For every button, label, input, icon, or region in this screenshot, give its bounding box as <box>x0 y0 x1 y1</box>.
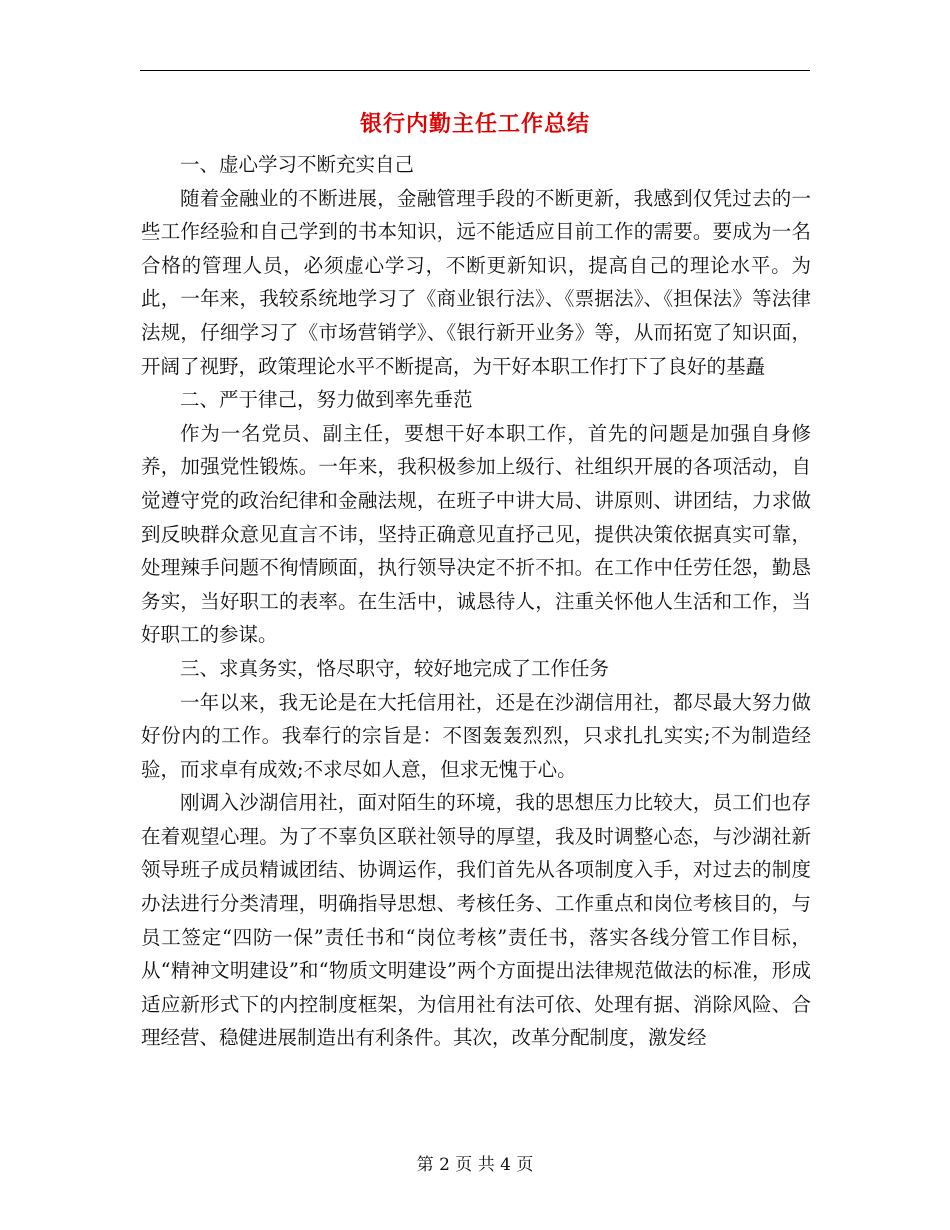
document-body <box>141 148 811 1055</box>
page-footer <box>140 1153 810 1177</box>
header-rule <box>140 70 810 71</box>
body-paragraph: 随着金融业的不断进展，金融管理手段的不断更新，我感到仅凭过去的一些工作经验和自己学到的书本知识，远不能适应目前工作的需要。要成为一名合格的管理人员，必须虚心学习，不断更新知识，提高自己的理论水平。为此，一年来，我较系统地学习了《商业银行法》、《票据法》、《担保法》等法律法规，仔细学习了《市场营销学》、《银行新开业务》等，从而拓宽了知识面，开阔了视野，政策理论水平不断提高，为干好本职工作打下了良好的基矗 <box>141 186 811 378</box>
page-number-label: 第 2 页 共 4 页 <box>416 1155 534 1175</box>
section-heading-2: 二、严于律己，努力做到率先垂范 <box>180 388 473 412</box>
body-paragraph: 刚调入沙湖信用社，面对陌生的环境，我的思想压力比较大，员工们也存在着观望心理。为了不辜负区联社领导的厚望，我及时调整心态，与沙湖社新领导班子成员精诚团结、协调运作，我们首先从各项制度入手，对过去的制度办法进行分类清理，明确指导思想、考核任务、工作重点和岗位考核目的，与员工签定“四防一保”责任书和“岗位考核”责任书，落实各线分管工作目标，从“精神文明建设”和“物质文明建设”两个方面提出法律规范做法的标准，形成适应新形式下的内控制度框架，为信用社有法可依、处理有据、消除风险、合理经营、稳健进展制造出有利条件。其次，改革分配制度，激发经 <box>141 791 811 1050</box>
section-heading-1: 一、虚心学习不断充实自己 <box>180 153 415 176</box>
body-paragraph: 作为一名党员、副主任，要想干好本职工作，首先的问题是加强自身修养，加强党性锻炼。一年来，我积极参加上级行、社组织开展的各项活动，自觉遵守党的政治纪律和金融法规，在班子中讲大局、讲原则、讲团结，力求做到反映群众意见直言不讳，坚持正确意见直抒己见，提供决策依据真实可靠，处理辣手问题不徇情顾面，执行领导决定不折不扣。在工作中任劳任怨，勤恳务实，当好职工的表率。在生活中，诚恳待人，注重关怀他人生活和工作，当好职工的参谋。 <box>141 421 811 647</box>
document-title: 银行内勤主任工作总结 <box>359 111 590 137</box>
section-heading-3: 三、求真务实，恪尽职守，较好地完成了工作任务 <box>180 656 610 680</box>
body-paragraph: 一年以来，我无论是在大托信用社，还是在沙湖信用社，都尽最大努力做好份内的工作。我奉行的宗旨是：不图轰轰烈烈，只求扎扎实实;不为制造经验，而求卓有成效;不求尽如人意，但求无愧于心。 <box>141 690 811 781</box>
